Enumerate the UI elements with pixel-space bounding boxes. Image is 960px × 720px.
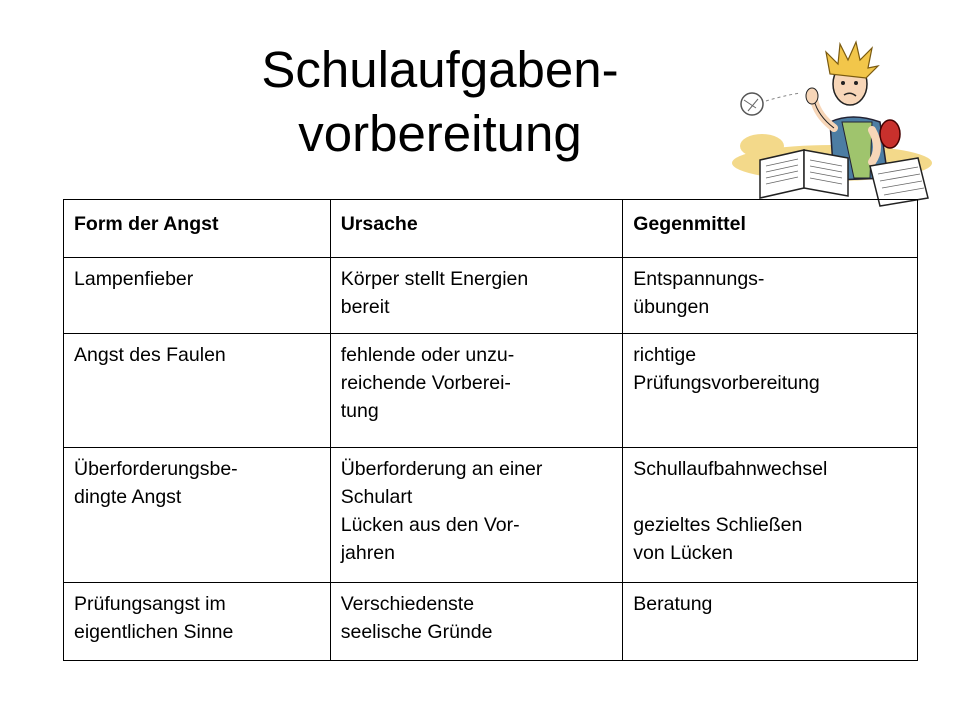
- cell-line: dingte Angst: [74, 486, 182, 508]
- cell-line: Verschiedenste: [340, 593, 475, 615]
- cell-line: Lampenfieber: [74, 268, 194, 290]
- cell-line: tung: [340, 400, 379, 422]
- header-ursache: Ursache: [330, 200, 623, 258]
- cell-line: gezieltes Schließen: [633, 514, 803, 536]
- cell-ursache: [330, 334, 623, 448]
- table-header-row: [64, 200, 918, 258]
- cell-line: eigentlichen Sinne: [74, 621, 234, 643]
- cell-form: [64, 583, 331, 661]
- cell-line: von Lücken: [633, 542, 733, 564]
- table-row: [64, 583, 918, 661]
- slide-title: [180, 38, 700, 166]
- cell-line-blank: [633, 483, 907, 511]
- cell-form: [64, 448, 331, 583]
- table-row: [64, 334, 918, 448]
- cell-gegenmittel: [623, 448, 918, 583]
- cell-gegenmittel: [623, 334, 918, 448]
- cell-line: Entspannungs-: [633, 268, 765, 290]
- cell-line: fehlende oder unzu-: [340, 344, 515, 366]
- stressed-student-illustration: [722, 38, 944, 210]
- cell-line: Lücken aus den Vor-: [340, 514, 520, 536]
- header-form: Form der Angst: [64, 200, 331, 258]
- cell-line: Angst des Faulen: [74, 344, 226, 366]
- cell-line: übungen: [633, 296, 710, 318]
- cell-line: bereit: [340, 296, 390, 318]
- cell-line: Prüfungsangst im: [74, 593, 226, 615]
- cell-line: Schulart: [340, 486, 413, 508]
- cell-ursache: [330, 583, 623, 661]
- cell-line: jahren: [340, 542, 395, 564]
- cell-line: Überforderung an einer: [340, 458, 543, 480]
- cell-form: [64, 258, 331, 334]
- cell-line: Überforderungsbe-: [74, 458, 238, 480]
- cell-line: Körper stellt Energien: [340, 268, 529, 290]
- cell-ursache: [330, 258, 623, 334]
- cell-line: Schullaufbahnwechsel: [633, 458, 828, 480]
- header-gegenmittel: Gegenmittel: [623, 200, 918, 258]
- cell-gegenmittel: [623, 258, 918, 334]
- cell-line: Prüfungsvorbereitung: [633, 372, 820, 394]
- slide-title-line-2: vorbereitung: [298, 105, 582, 162]
- table-row: [64, 258, 918, 334]
- table-row: [64, 448, 918, 583]
- anxiety-table: [63, 199, 918, 661]
- cell-line: seelische Gründe: [340, 621, 493, 643]
- cell-line: Beratung: [633, 593, 713, 615]
- cell-ursache: [330, 448, 623, 583]
- cell-form: [64, 334, 331, 448]
- cell-line: reichende Vorberei-: [340, 372, 511, 394]
- slide-title-line-1: Schulaufgaben-: [261, 41, 619, 98]
- cell-line: richtige: [633, 344, 697, 366]
- cell-gegenmittel: [623, 583, 918, 661]
